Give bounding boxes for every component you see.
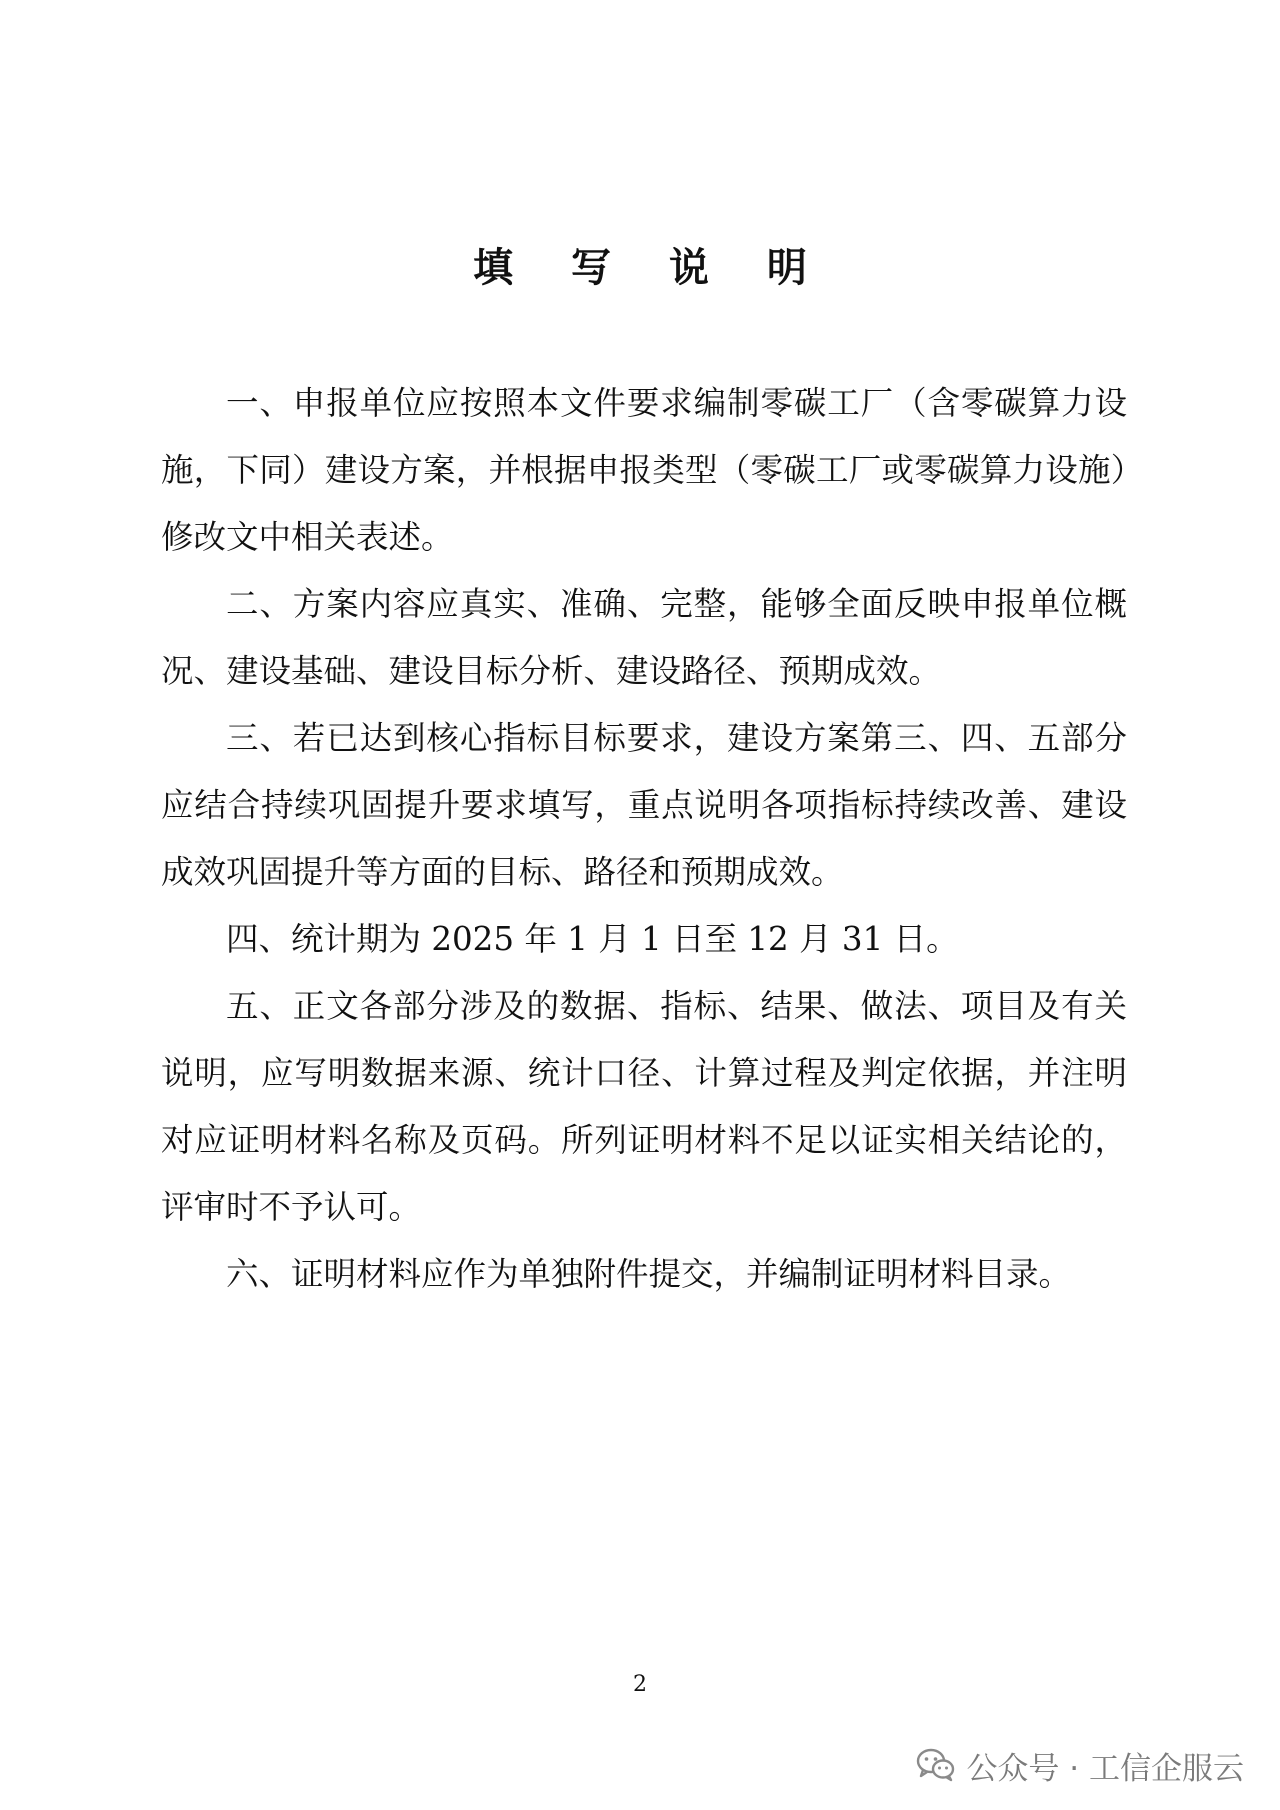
wechat-icon xyxy=(916,1747,956,1783)
paragraph-5: 五、正文各部分涉及的数据、指标、结果、做法、项目及有关说明，应写明数据来源、统计口径、计算过程及判定依据，并注明对应证明材料名称及页码。所列证明材料不足以证实相关结论的，评审时不予认可。 xyxy=(161,987,1127,1226)
watermark-text: 公众号 · 工信企服云 xyxy=(966,1750,1244,1787)
page-title: 填 写 说 明 xyxy=(473,245,829,291)
paragraph-1: 一、申报单位应按照本文件要求编制零碳工厂（含零碳算力设施，下同）建设方案，并根据申报类型（零碳工厂或零碳算力设施）修改文中相关表述。 xyxy=(161,384,1127,556)
paragraph-4: 四、统计期为 2025 年 1 月 1 日至 12 月 31 日。 xyxy=(226,920,959,958)
paragraph-6: 六、证明材料应作为单独附件提交，并编制证明材料目录。 xyxy=(226,1255,1072,1293)
watermark xyxy=(916,1743,1244,1787)
paragraph-3: 三、若已达到核心指标目标要求，建设方案第三、四、五部分应结合持续巩固提升要求填写，重点说明各项指标持续改善、建设成效巩固提升等方面的目标、路径和预期成效。 xyxy=(161,719,1127,891)
document-body xyxy=(161,370,1127,1308)
page-number: 2 xyxy=(633,1672,647,1697)
paragraph-2: 二、方案内容应真实、准确、完整，能够全面反映申报单位概况、建设基础、建设目标分析、建设路径、预期成效。 xyxy=(161,585,1127,690)
